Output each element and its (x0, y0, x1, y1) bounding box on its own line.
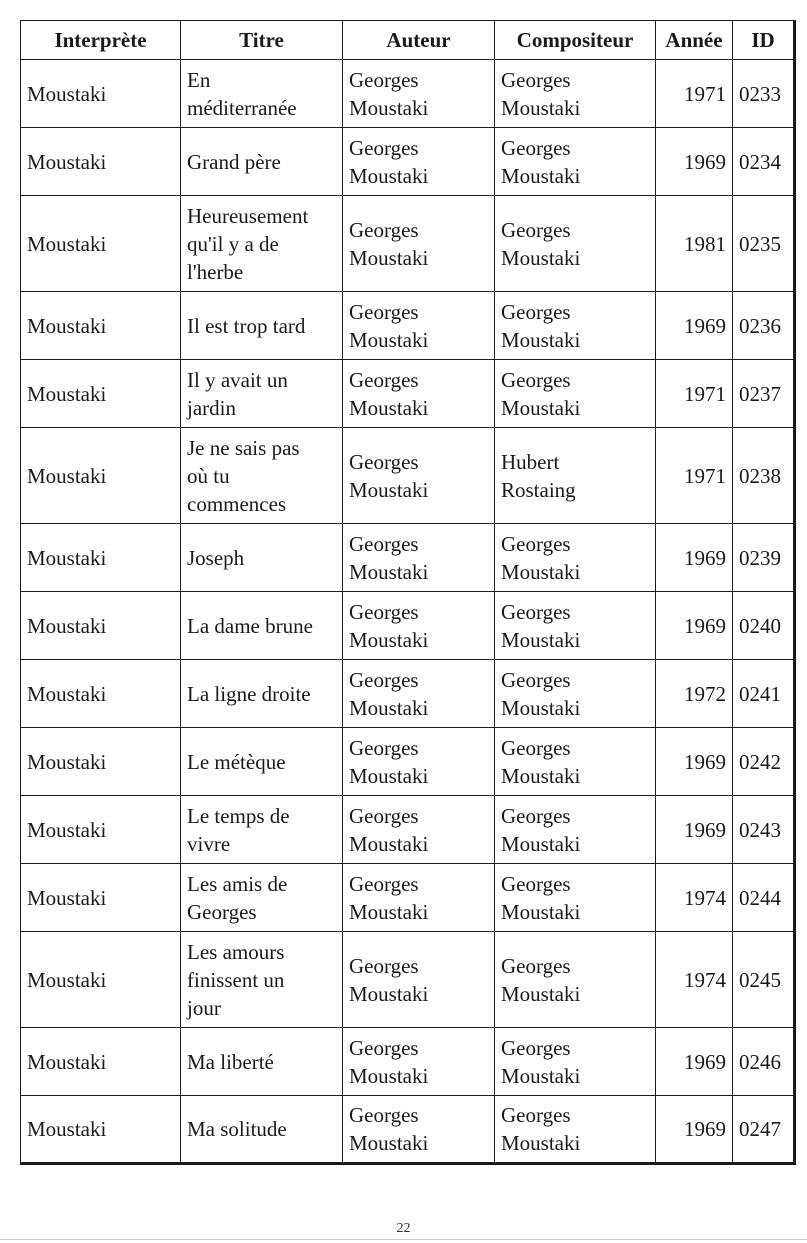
cell-auteur-line: Moustaki (349, 163, 429, 188)
cell-titre (181, 292, 343, 360)
cell-auteur (343, 60, 495, 128)
table-row (21, 932, 795, 1028)
cell-auteur (343, 360, 495, 428)
cell-annee: 1971 (656, 360, 733, 428)
cell-id: 0234 (733, 128, 795, 196)
cell-auteur (343, 128, 495, 196)
table-row (21, 428, 795, 524)
table-row (21, 196, 795, 292)
cell-titre-line: Ma solitude (187, 1117, 287, 1141)
header-annee: Année (656, 21, 733, 60)
cell-compositeur (495, 428, 656, 524)
cell-id: 0233 (733, 60, 795, 128)
cell-interprete: Moustaki (21, 196, 181, 292)
cell-compositeur-line: Moustaki (501, 327, 581, 352)
cell-titre-line: En (187, 67, 211, 92)
cell-auteur-line: Georges (349, 67, 419, 92)
cell-compositeur-line: Georges (501, 953, 571, 978)
cell-auteur (343, 660, 495, 728)
cell-id: 0237 (733, 360, 795, 428)
cell-id: 0235 (733, 196, 795, 292)
cell-compositeur (495, 864, 656, 932)
cell-titre (181, 592, 343, 660)
cell-compositeur (495, 592, 656, 660)
cell-annee: 1969 (656, 796, 733, 864)
cell-auteur (343, 428, 495, 524)
cell-annee: 1981 (656, 196, 733, 292)
cell-auteur-line: Georges (349, 299, 419, 324)
cell-auteur-line: Moustaki (349, 1131, 429, 1155)
cell-titre-line: Ma liberté (187, 1049, 274, 1074)
header-interprete: Interprète (21, 21, 181, 60)
cell-auteur (343, 796, 495, 864)
cell-titre-line: La dame brune (187, 613, 313, 638)
cell-titre (181, 864, 343, 932)
cell-titre-line: commences (187, 491, 287, 516)
cell-id: 0236 (733, 292, 795, 360)
cell-compositeur (495, 660, 656, 728)
cell-auteur-line: Georges (349, 217, 419, 242)
cell-interprete: Moustaki (21, 660, 181, 728)
cell-compositeur (495, 360, 656, 428)
cell-compositeur-line: Georges (501, 367, 571, 392)
cell-auteur-line: Georges (349, 1103, 419, 1127)
cell-titre-line: Heureusement (187, 203, 309, 228)
cell-compositeur-line: Georges (501, 299, 571, 324)
cell-titre-line: Le temps de (187, 803, 290, 828)
cell-annee: 1971 (656, 60, 733, 128)
cell-titre (181, 128, 343, 196)
header-auteur: Auteur (343, 21, 495, 60)
cell-compositeur (495, 728, 656, 796)
cell-auteur (343, 1028, 495, 1096)
cell-compositeur-line: Georges (501, 67, 571, 92)
cell-compositeur-line: Georges (501, 735, 571, 760)
cell-titre-line: Il y avait un (187, 367, 288, 392)
cell-interprete: Moustaki (21, 1096, 181, 1164)
cell-titre-line: où tu (187, 463, 230, 488)
cell-interprete: Moustaki (21, 796, 181, 864)
cell-id: 0242 (733, 728, 795, 796)
cell-compositeur (495, 196, 656, 292)
cell-auteur-line: Georges (349, 531, 419, 556)
cell-titre (181, 360, 343, 428)
song-table (20, 20, 796, 1165)
cell-titre (181, 796, 343, 864)
cell-compositeur-line: Moustaki (501, 831, 581, 856)
cell-compositeur-line: Moustaki (501, 1131, 581, 1155)
cell-compositeur (495, 796, 656, 864)
cell-id: 0239 (733, 524, 795, 592)
cell-id: 0244 (733, 864, 795, 932)
cell-compositeur-line: Moustaki (501, 763, 581, 788)
cell-auteur-line: Georges (349, 667, 419, 692)
cell-auteur-line: Moustaki (349, 627, 429, 652)
cell-auteur (343, 524, 495, 592)
header-compositeur: Compositeur (495, 21, 656, 60)
cell-annee: 1969 (656, 128, 733, 196)
cell-annee: 1971 (656, 428, 733, 524)
cell-titre (181, 196, 343, 292)
cell-titre-line: vivre (187, 831, 231, 856)
table-row (21, 524, 795, 592)
cell-auteur (343, 864, 495, 932)
cell-auteur-line: Georges (349, 1035, 419, 1060)
cell-titre-line: Les amis de (187, 871, 288, 896)
cell-id: 0247 (733, 1096, 795, 1164)
cell-auteur-line: Georges (349, 735, 419, 760)
table-row (21, 592, 795, 660)
page-number: 22 (396, 1221, 411, 1236)
cell-titre-line: La ligne droite (187, 681, 311, 706)
table-header-row (21, 21, 795, 60)
table-row (21, 292, 795, 360)
cell-titre (181, 728, 343, 796)
cell-interprete: Moustaki (21, 428, 181, 524)
cell-titre (181, 932, 343, 1028)
table-row (21, 796, 795, 864)
cell-interprete: Moustaki (21, 524, 181, 592)
cell-auteur-line: Moustaki (349, 477, 429, 502)
cell-compositeur (495, 1028, 656, 1096)
cell-auteur-line: Georges (349, 367, 419, 392)
cell-auteur-line: Moustaki (349, 831, 429, 856)
cell-id: 0243 (733, 796, 795, 864)
header-titre: Titre (181, 21, 343, 60)
cell-compositeur-line: Georges (501, 135, 571, 160)
cell-titre-line: jardin (187, 395, 236, 420)
cell-auteur-line: Moustaki (349, 245, 429, 270)
cell-auteur-line: Moustaki (349, 899, 429, 924)
cell-auteur-line: Georges (349, 599, 419, 624)
cell-compositeur-line: Georges (501, 217, 571, 242)
table-row (21, 660, 795, 728)
cell-id: 0238 (733, 428, 795, 524)
cell-compositeur-line: Moustaki (501, 163, 581, 188)
table-row (21, 60, 795, 128)
cell-compositeur-line: Rostaing (501, 477, 576, 502)
cell-annee: 1974 (656, 932, 733, 1028)
cell-id: 0246 (733, 1028, 795, 1096)
page-bottom-rule (0, 1239, 807, 1240)
cell-compositeur (495, 1096, 656, 1164)
cell-annee: 1969 (656, 592, 733, 660)
cell-interprete: Moustaki (21, 864, 181, 932)
cell-interprete: Moustaki (21, 1028, 181, 1096)
cell-annee: 1969 (656, 292, 733, 360)
cell-titre-line: Les amours (187, 939, 285, 964)
cell-titre (181, 60, 343, 128)
cell-interprete: Moustaki (21, 292, 181, 360)
cell-auteur (343, 196, 495, 292)
cell-auteur-line: Moustaki (349, 327, 429, 352)
cell-compositeur-line: Moustaki (501, 245, 581, 270)
cell-interprete: Moustaki (21, 360, 181, 428)
cell-compositeur-line: Georges (501, 1035, 571, 1060)
cell-compositeur (495, 60, 656, 128)
cell-compositeur (495, 128, 656, 196)
table-row (21, 128, 795, 196)
cell-compositeur-line: Georges (501, 599, 571, 624)
cell-titre (181, 428, 343, 524)
cell-titre-line: Je ne sais pas (187, 435, 300, 460)
cell-auteur-line: Moustaki (349, 559, 429, 584)
cell-interprete: Moustaki (21, 128, 181, 196)
cell-auteur-line: Georges (349, 803, 419, 828)
cell-auteur-line: Georges (349, 953, 419, 978)
table-row (21, 1096, 795, 1164)
cell-compositeur-line: Moustaki (501, 395, 581, 420)
cell-annee: 1974 (656, 864, 733, 932)
cell-auteur (343, 932, 495, 1028)
cell-titre (181, 660, 343, 728)
cell-compositeur-line: Moustaki (501, 899, 581, 924)
cell-compositeur-line: Georges (501, 803, 571, 828)
cell-interprete: Moustaki (21, 932, 181, 1028)
table-row (21, 1028, 795, 1096)
cell-titre-line: jour (187, 995, 221, 1020)
cell-compositeur-line: Moustaki (501, 1063, 581, 1088)
cell-auteur-line: Moustaki (349, 763, 429, 788)
cell-auteur-line: Moustaki (349, 95, 429, 120)
cell-auteur (343, 292, 495, 360)
cell-compositeur (495, 292, 656, 360)
cell-auteur-line: Georges (349, 449, 419, 474)
table-row (21, 728, 795, 796)
cell-compositeur-line: Hubert (501, 449, 560, 474)
cell-titre (181, 1096, 343, 1164)
cell-titre-line: Grand père (187, 149, 281, 174)
cell-auteur-line: Moustaki (349, 1063, 429, 1088)
cell-annee: 1969 (656, 728, 733, 796)
cell-titre (181, 524, 343, 592)
cell-titre-line: Le métèque (187, 749, 286, 774)
cell-titre-line: finissent un (187, 967, 285, 992)
cell-titre-line: l'herbe (187, 259, 244, 284)
cell-id: 0240 (733, 592, 795, 660)
cell-interprete: Moustaki (21, 60, 181, 128)
cell-auteur-line: Moustaki (349, 695, 429, 720)
cell-interprete: Moustaki (21, 728, 181, 796)
cell-auteur-line: Moustaki (349, 981, 429, 1006)
header-id: ID (733, 21, 795, 60)
cell-annee: 1969 (656, 1096, 733, 1164)
table-row (21, 864, 795, 932)
cell-auteur-line: Georges (349, 135, 419, 160)
cell-auteur (343, 592, 495, 660)
cell-auteur (343, 1096, 495, 1164)
cell-id: 0245 (733, 932, 795, 1028)
cell-compositeur-line: Georges (501, 1103, 571, 1127)
cell-annee: 1969 (656, 1028, 733, 1096)
cell-auteur-line: Georges (349, 871, 419, 896)
cell-titre-line: Il est trop tard (187, 313, 306, 338)
cell-annee: 1969 (656, 524, 733, 592)
cell-compositeur-line: Moustaki (501, 559, 581, 584)
cell-auteur-line: Moustaki (349, 395, 429, 420)
cell-titre-line: méditerranée (187, 95, 297, 120)
cell-compositeur-line: Georges (501, 871, 571, 896)
cell-compositeur-line: Moustaki (501, 95, 581, 120)
cell-compositeur (495, 932, 656, 1028)
cell-titre-line: qu'il y a de (187, 231, 279, 256)
cell-compositeur-line: Moustaki (501, 627, 581, 652)
cell-titre (181, 1028, 343, 1096)
cell-id: 0241 (733, 660, 795, 728)
table-row (21, 360, 795, 428)
cell-annee: 1972 (656, 660, 733, 728)
cell-compositeur (495, 524, 656, 592)
cell-compositeur-line: Georges (501, 667, 571, 692)
cell-interprete: Moustaki (21, 592, 181, 660)
table-body (21, 60, 795, 1164)
cell-auteur (343, 728, 495, 796)
cell-compositeur-line: Moustaki (501, 981, 581, 1006)
cell-titre-line: Joseph (187, 545, 245, 570)
cell-compositeur-line: Moustaki (501, 695, 581, 720)
cell-compositeur-line: Georges (501, 531, 571, 556)
cell-titre-line: Georges (187, 899, 257, 924)
